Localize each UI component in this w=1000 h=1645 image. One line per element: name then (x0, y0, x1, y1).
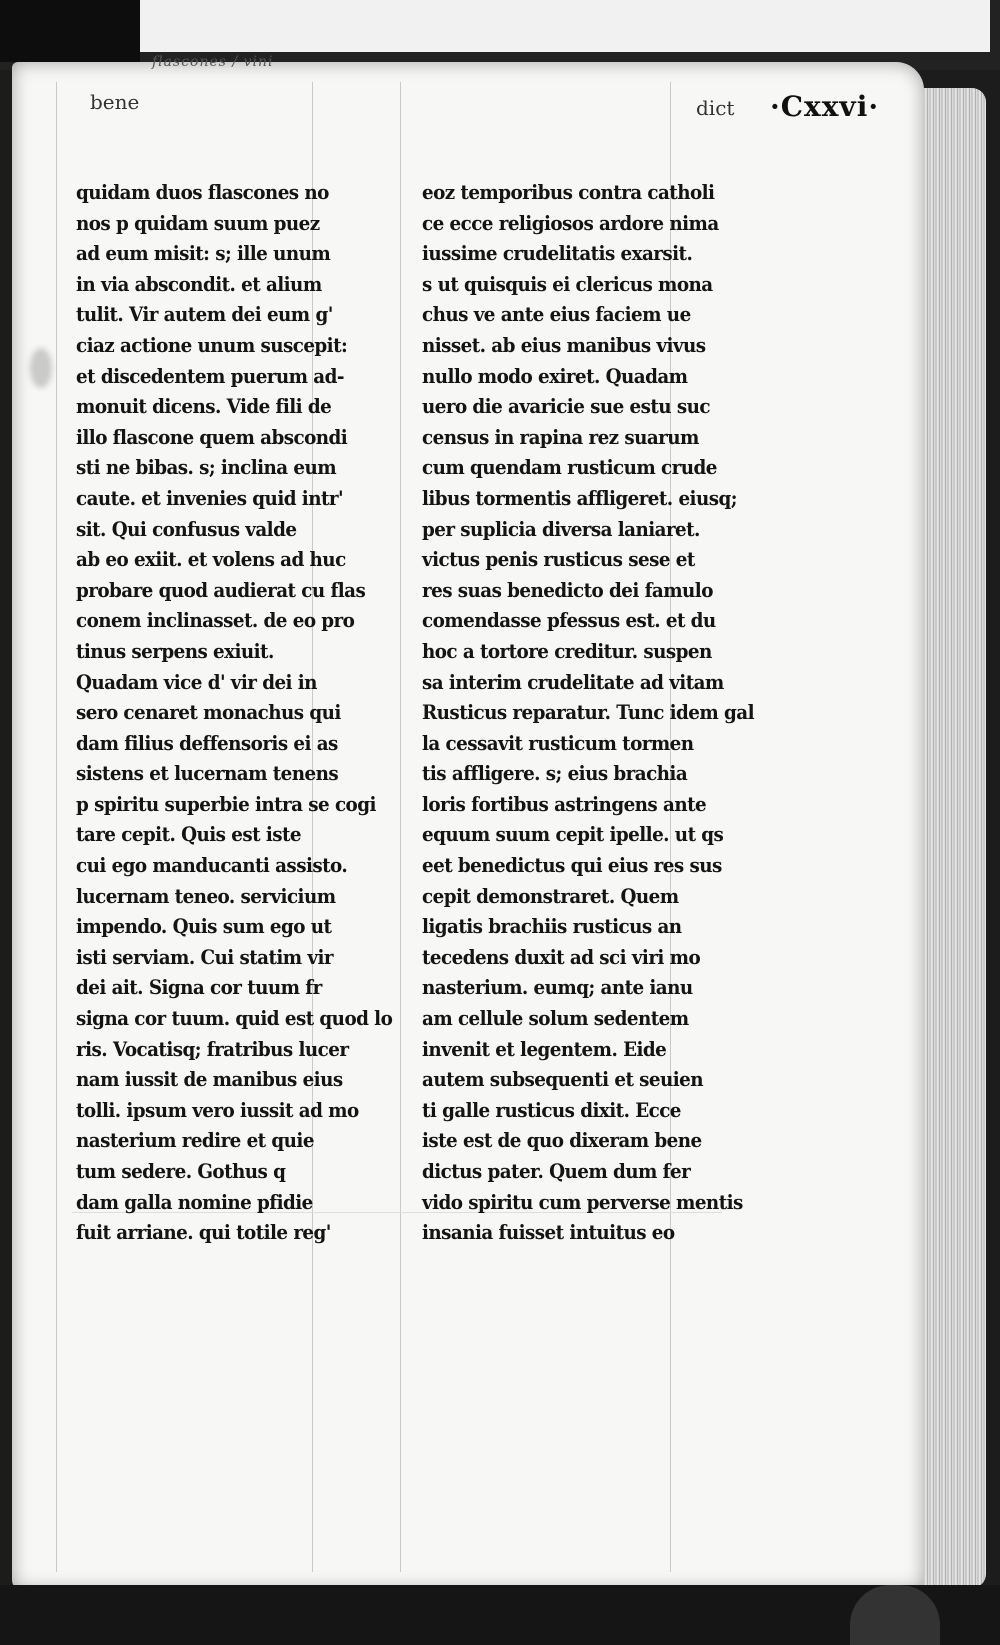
text-line: sit. Qui confusus valde (76, 517, 297, 541)
text-line: nam iussit de manibus eius (76, 1068, 343, 1092)
text-line: impendo. Quis sum ego ut (76, 915, 332, 939)
text-line: tolli. ipsum vero iussit ad mo (76, 1098, 359, 1122)
text-line: in via abscondit. et alium (76, 272, 322, 296)
text-column-right (422, 178, 754, 1249)
marginal-gloss: flascones / vini (152, 54, 274, 70)
text-line: et discedentem puerum ad- (76, 364, 344, 388)
text-line: nasterium. eumq; ante ianu (422, 976, 693, 1000)
folio-number: ·Cxxvi· (770, 90, 880, 123)
text-line: cui ego manducanti assisto. (76, 854, 348, 878)
text-line: dei ait. Signa cor tuum fr (76, 976, 322, 1000)
text-line: tis affligere. s; eius brachia (422, 762, 688, 786)
text-line: libus tormentis affligeret. eiusq; (422, 486, 737, 510)
text-line: illo flascone quem abscondi (76, 425, 348, 449)
text-line: loris fortibus astringens ante (422, 792, 707, 816)
text-line: tare cepit. Quis est iste (76, 823, 301, 847)
text-line: quidam duos flascones no (76, 181, 329, 204)
text-line: dictus pater. Quem dum fer (422, 1160, 691, 1183)
text-line: nos p quidam suum puez (76, 211, 320, 235)
text-line: cepit demonstraret. Quem (422, 884, 679, 908)
text-line: Rusticus reparatur. Tunc idem gal (422, 701, 754, 725)
text-line: ad eum misit: s; ille unum (76, 242, 331, 266)
text-line: ce ecce religiosos ardore nima (422, 211, 719, 235)
text-column-left (76, 178, 393, 1249)
text-line: equum suum cepit ipelle. ut qs (422, 823, 724, 847)
text-line: sti ne bibas. s; inclina eum (76, 456, 337, 480)
running-head-mid: dict (696, 96, 735, 120)
text-line: eoz temporibus contra catholi (422, 181, 715, 204)
text-line: uero die avaricie sue estu suc (422, 395, 711, 419)
page-stain (30, 348, 52, 388)
text-line: eet benedictus qui eius res sus (422, 854, 722, 878)
text-line: isti serviam. Cui statim vir (76, 945, 334, 969)
text-line: per suplicia diversa laniaret. (422, 517, 700, 541)
text-line: nasterium redire et quie (76, 1129, 314, 1153)
text-line: nullo modo exiret. Quadam (422, 364, 688, 388)
ruling-line (400, 82, 401, 1572)
text-line: tum sedere. Gothus q (76, 1160, 286, 1183)
text-line: hoc a tortore creditur. suspen (422, 639, 712, 663)
text-line: census in rapina rez suarum (422, 425, 699, 449)
text-line: dam galla nomine pfidie (76, 1190, 313, 1214)
thumb-shadow (850, 1585, 940, 1645)
text-line: iussime crudelitatis exarsit. (422, 242, 693, 266)
text-line: vido spiritu cum perverse mentis (422, 1190, 743, 1214)
text-line: invenit et legentem. Eide (422, 1037, 667, 1061)
text-line: p spiritu superbie intra se cogi (76, 792, 376, 816)
text-line: ab eo exiit. et volens ad huc (76, 548, 346, 572)
text-line: lucernam teneo. servicium (76, 884, 336, 908)
text-line: tinus serpens exiuit. (76, 639, 274, 663)
text-line: tecedens duxit ad sci viri mo (422, 945, 701, 969)
text-line: comendasse pfessus est. et du (422, 609, 716, 633)
text-line: la cessavit rusticum tormen (422, 731, 694, 755)
text-line: insania fuisset intuitus eo (422, 1221, 675, 1245)
scan-edge-light (140, 0, 990, 52)
text-line: res suas benedicto dei famulo (422, 578, 713, 602)
text-line: tulit. Vir autem dei eum g' (76, 303, 333, 327)
text-line: ti galle rusticus dixit. Ecce (422, 1098, 681, 1122)
text-line: ris. Vocatisq; fratribus lucer (76, 1037, 349, 1061)
scan-edge-dark (0, 0, 140, 62)
text-line: fuit arriane. qui totile reg' (76, 1221, 331, 1245)
text-line: probare quod audierat cu flas (76, 578, 366, 602)
ruling-line (56, 82, 57, 1572)
text-line: cum quendam rusticum crude (422, 456, 717, 480)
text-line: sero cenaret monachus qui (76, 701, 341, 725)
text-line: s ut quisquis ei clericus mona (422, 272, 713, 296)
text-line: iste est de quo dixeram bene (422, 1129, 702, 1153)
text-line: conem inclinasset. de eo pro (76, 609, 355, 633)
book-fore-edge (922, 88, 986, 1588)
text-line: victus penis rusticus sese et (422, 548, 695, 572)
text-line: ligatis brachiis rusticus an (422, 915, 682, 939)
text-line: signa cor tuum. quid est quod lo (76, 1007, 393, 1031)
scan-background-bottom (0, 1585, 1000, 1645)
text-line: sistens et lucernam tenens (76, 762, 339, 786)
text-line: sa interim crudelitate ad vitam (422, 670, 724, 694)
text-line: am cellule solum sedentem (422, 1007, 689, 1031)
text-line: caute. et invenies quid intr' (76, 486, 344, 510)
text-line: autem subsequenti et seuien (422, 1068, 704, 1092)
manuscript-page (12, 54, 924, 1590)
text-line: dam filius deffensoris ei as (76, 731, 338, 755)
text-line: Quadam vice d' vir dei in (76, 670, 317, 694)
text-line: ciaz actione unum suscepit: (76, 333, 348, 357)
running-head-left: bene (90, 90, 140, 114)
text-line: chus ve ante eius faciem ue (422, 303, 691, 327)
text-line: monuit dicens. Vide fili de (76, 395, 332, 419)
scan-background-top (0, 0, 1000, 70)
text-line: nisset. ab eius manibus vivus (422, 333, 706, 357)
